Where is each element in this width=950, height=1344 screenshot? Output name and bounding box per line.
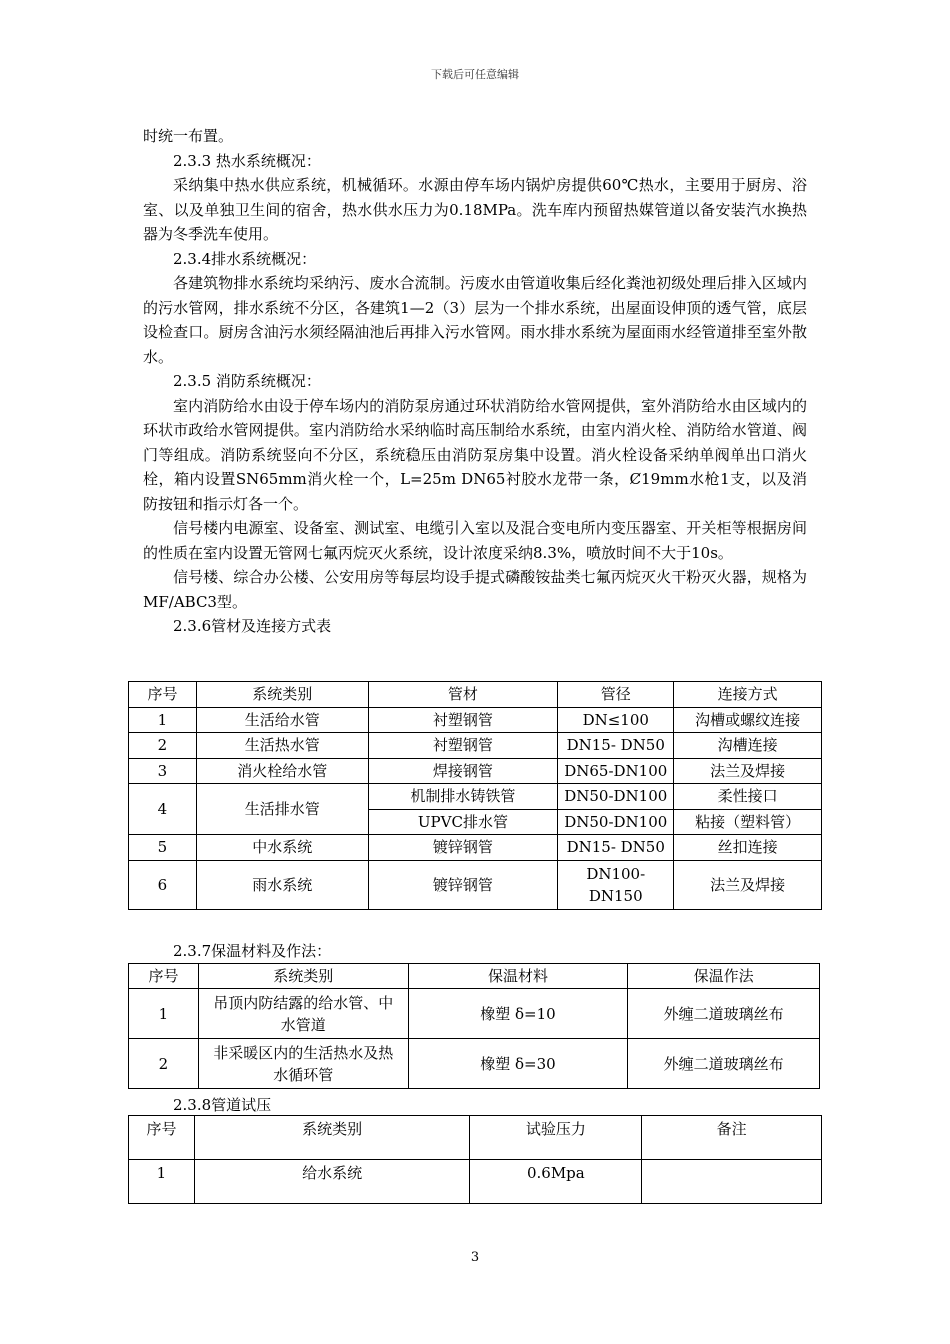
table-row — [129, 707, 822, 733]
section-heading: 2.3.8管道试压 — [173, 1096, 272, 1114]
cell: 0.6Mpa — [470, 1160, 642, 1204]
pipe-material-table — [128, 681, 822, 910]
cell: 橡塑 δ=30 — [408, 1039, 628, 1089]
cell: DN50-DN100 — [558, 784, 674, 810]
cell: 丝扣连接 — [674, 835, 822, 861]
cell: DN15- DN50 — [558, 835, 674, 861]
cell: 2 — [129, 1039, 199, 1089]
table-header-row — [129, 964, 820, 989]
table-header-row — [129, 1116, 822, 1160]
header-cell: 系统类别 — [196, 682, 368, 708]
header-cell: 备注 — [642, 1116, 822, 1160]
cell: 粘接（塑料管） — [674, 809, 822, 835]
cell: 生活给水管 — [196, 707, 368, 733]
cell: 柔性接口 — [674, 784, 822, 810]
cell: 焊接钢管 — [368, 758, 558, 784]
cell: 1 — [129, 1160, 195, 1204]
page-header: 下载后可任意编辑 — [431, 68, 519, 81]
cell: 雨水系统 — [196, 860, 368, 909]
body-text — [143, 124, 807, 639]
header-cell: 系统类别 — [198, 964, 408, 989]
cell: 橡塑 δ=10 — [408, 989, 628, 1039]
cell: DN100-DN150 — [558, 860, 674, 909]
cell: 1 — [129, 989, 199, 1039]
cell: 沟槽或螺纹连接 — [674, 707, 822, 733]
section-heading: 2.3.5 消防系统概况： — [173, 372, 321, 390]
header-cell: 系统类别 — [194, 1116, 470, 1160]
header-cell: 管材 — [368, 682, 558, 708]
cell — [642, 1160, 822, 1204]
cell: 中水系统 — [196, 835, 368, 861]
header-cell: 试验压力 — [470, 1116, 642, 1160]
section-heading: 2.3.6管材及连接方式表 — [173, 617, 332, 635]
paragraph: 信号楼内电源室、设备室、测试室、电缆引入室以及混合变电所内变压器室、开关柜等根据房间的性质在室内设置无管网七氟丙烷灭火系统，设计浓度采纳8.3%，喷放时间不大于10s。 — [143, 519, 807, 562]
cell: 外缠二道玻璃丝布 — [628, 1039, 820, 1089]
cell: 消火栓给水管 — [196, 758, 368, 784]
insulation-table — [128, 963, 820, 1089]
table-row — [129, 784, 822, 810]
table-row — [129, 758, 822, 784]
cell: 非采暖区内的生活热水及热水循环管 — [198, 1039, 408, 1089]
cell: 生活热水管 — [196, 733, 368, 759]
header-cell: 序号 — [129, 682, 197, 708]
cell: 4 — [129, 784, 197, 835]
cell: DN≤100 — [558, 707, 674, 733]
header-cell: 保温材料 — [408, 964, 628, 989]
paragraph: 信号楼、综合办公楼、公安用房等每层均设手提式磷酸铵盐类七氟丙烷灭火干粉灭火器，规格为MF/ABC3型。 — [143, 568, 807, 611]
cell: 1 — [129, 707, 197, 733]
cell: 衬塑钢管 — [368, 733, 558, 759]
section-heading: 2.3.7保温材料及作法： — [173, 942, 332, 960]
cell: 吊顶内防结露的给水管、中水管道 — [198, 989, 408, 1039]
cell: DN15- DN50 — [558, 733, 674, 759]
table-row — [129, 733, 822, 759]
header-cell: 管径 — [558, 682, 674, 708]
cell: 生活排水管 — [196, 784, 368, 835]
cell: 2 — [129, 733, 197, 759]
table-row — [129, 1039, 820, 1089]
cell: DN50-DN100 — [558, 809, 674, 835]
section-heading: 2.3.4排水系统概况： — [173, 249, 317, 268]
cell: 镀锌钢管 — [368, 835, 558, 861]
cell: 衬塑钢管 — [368, 707, 558, 733]
section-heading: 2.3.3 热水系统概况： — [173, 151, 321, 170]
cell: 镀锌钢管 — [368, 860, 558, 909]
cell: 沟槽连接 — [674, 733, 822, 759]
table-row — [129, 860, 822, 909]
cell: 3 — [129, 758, 197, 784]
paragraph: 时统一布置。 — [143, 127, 234, 145]
header-cell: 序号 — [129, 964, 199, 989]
cell: 外缠二道玻璃丝布 — [628, 989, 820, 1039]
paragraph: 采纳集中热水供应系统，机械循环。水源由停车场内锅炉房提供60℃热水，主要用于厨房、浴室、以及单独卫生间的宿舍，热水供水压力为0.18MPa。洗车库内预留热媒管道以备安装汽水换热器为冬季洗车使用。 — [143, 176, 807, 243]
cell: 5 — [129, 835, 197, 861]
cell: DN65-DN100 — [558, 758, 674, 784]
header-cell: 连接方式 — [674, 682, 822, 708]
table-row — [129, 989, 820, 1039]
cell: 法兰及焊接 — [674, 860, 822, 909]
cell: 6 — [129, 860, 197, 909]
cell: 给水系统 — [194, 1160, 470, 1204]
table-row — [129, 1160, 822, 1204]
table-header-row — [129, 682, 822, 708]
header-cell: 序号 — [129, 1116, 195, 1160]
cell: 法兰及焊接 — [674, 758, 822, 784]
table-row — [129, 835, 822, 861]
page-number: 3 — [470, 1250, 480, 1265]
header-cell: 保温作法 — [628, 964, 820, 989]
paragraph: 各建筑物排水系统均采纳污、废水合流制。污废水由管道收集后经化粪池初级处理后排入区域内的污水管网，排水系统不分区，各建筑1—2（3）层为一个排水系统，出屋面设伸顶的透气管，底层设检查口。厨房含油污水须经隔油池后再排入污水管网。雨水排水系统为屋面雨水经管道排至室外散水。 — [143, 274, 807, 366]
paragraph: 室内消防给水由设于停车场内的消防泵房通过环状消防给水管网提供，室外消防给水由区域内的环状市政给水管网提供。室内消防给水采纳临时高压制给水系统，由室内消火栓、消防给水管道、阀门等组成。消防系统竖向不分区，系统稳压由消防泵房集中设置。消火栓设备采纳单阀单出口消火栓，箱内设置SN65mm消火栓一个，L=25m DN65衬胶水龙带一条，Ȼ19mm水枪1支，以及消防按钮和指示灯各一个。 — [143, 396, 807, 513]
cell: UPVC排水管 — [368, 809, 558, 835]
pressure-test-table — [128, 1115, 822, 1204]
cell: 机制排水铸铁管 — [368, 784, 558, 810]
